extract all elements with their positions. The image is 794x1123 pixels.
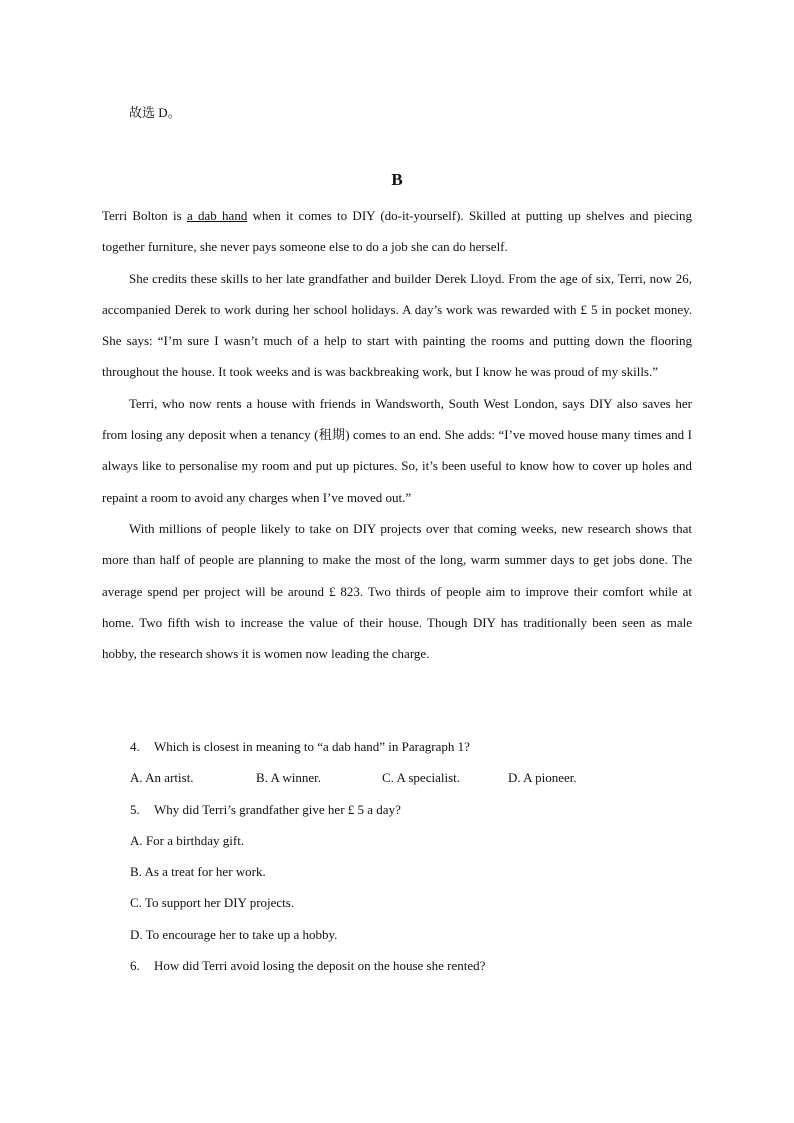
question-text: Which is closest in meaning to “a dab hand” in Paragraph 1? <box>154 739 470 754</box>
option-c: C. A specialist. <box>382 770 460 786</box>
question-4-options <box>130 762 690 793</box>
question-list <box>130 731 690 981</box>
section-heading: B <box>391 170 403 189</box>
question-5 <box>130 794 690 825</box>
option-a: A. For a birthday gift. <box>130 832 245 848</box>
option-c: C. To support her DIY projects. <box>130 895 295 911</box>
option-d: D. To encourage her to take up a hobby. <box>130 926 338 942</box>
option-d: D. A pioneer. <box>508 770 577 786</box>
underlined-phrase: a dab hand <box>186 208 248 223</box>
question-4 <box>130 731 690 762</box>
reading-passage <box>102 200 692 669</box>
question-number: 4. <box>130 739 140 754</box>
question-text: Why did Terri’s grandfather give her £ 5 a day? <box>154 801 401 817</box>
paragraph-1-rest: when it comes to DIY (do-it-yourself). Skilled at putting up shelves and piecing together furniture, she never pays someone else to do a job she can do herself. <box>102 208 693 255</box>
paragraph-1-start: Terri Bolton is <box>102 208 187 223</box>
answer-note: 故选 D。 <box>129 105 181 120</box>
paragraph-1 <box>102 200 692 263</box>
question-6 <box>130 950 690 981</box>
paragraph-3: Terri, who now rents a house with friends in Wandsworth, South West London, says DIY also saves her from losing any deposit when a tenancy (租期) comes to an end. She adds: “I’ve moved house many times and I always like to personalise my room and put up pictures. So, it’s been useful to know how to cover up holes and repaint a room to avoid any charges when I’ve moved out.” <box>102 395 692 505</box>
option-a: A. An artist. <box>130 770 194 786</box>
option-b: B. As a treat for her work. <box>130 864 266 880</box>
question-number: 6. <box>130 958 140 974</box>
question-number: 5. <box>130 801 140 817</box>
question-text: How did Terri avoid losing the deposit on the house she rented? <box>154 958 486 974</box>
paragraph-2: She credits these skills to her late grandfather and builder Derek Lloyd. From the age of six, Terri, now 26, accompanied Derek to work during her school holidays. A day’s work was rewarded with £ 5 in pocket money. She says: “I’m sure I wasn’t much of a help to start with painting the rooms and putting down the flooring throughout the house. It took weeks and is was backbreaking work, but I know he was proud of my skills.” <box>102 270 692 380</box>
option-b: B. A winner. <box>256 770 322 786</box>
paragraph-4: With millions of people likely to take on DIY projects over that coming weeks, new research shows that more than half of people are planning to make the most of the long, warm summer days to get jobs done. The average spend per project will be around £ 823. Two thirds of people aim to improve their comfort while at home. Two fifth wish to increase the value of their house. Though DIY has traditionally been seen as male hobby, the research shows it is women now leading the charge. <box>102 520 692 662</box>
